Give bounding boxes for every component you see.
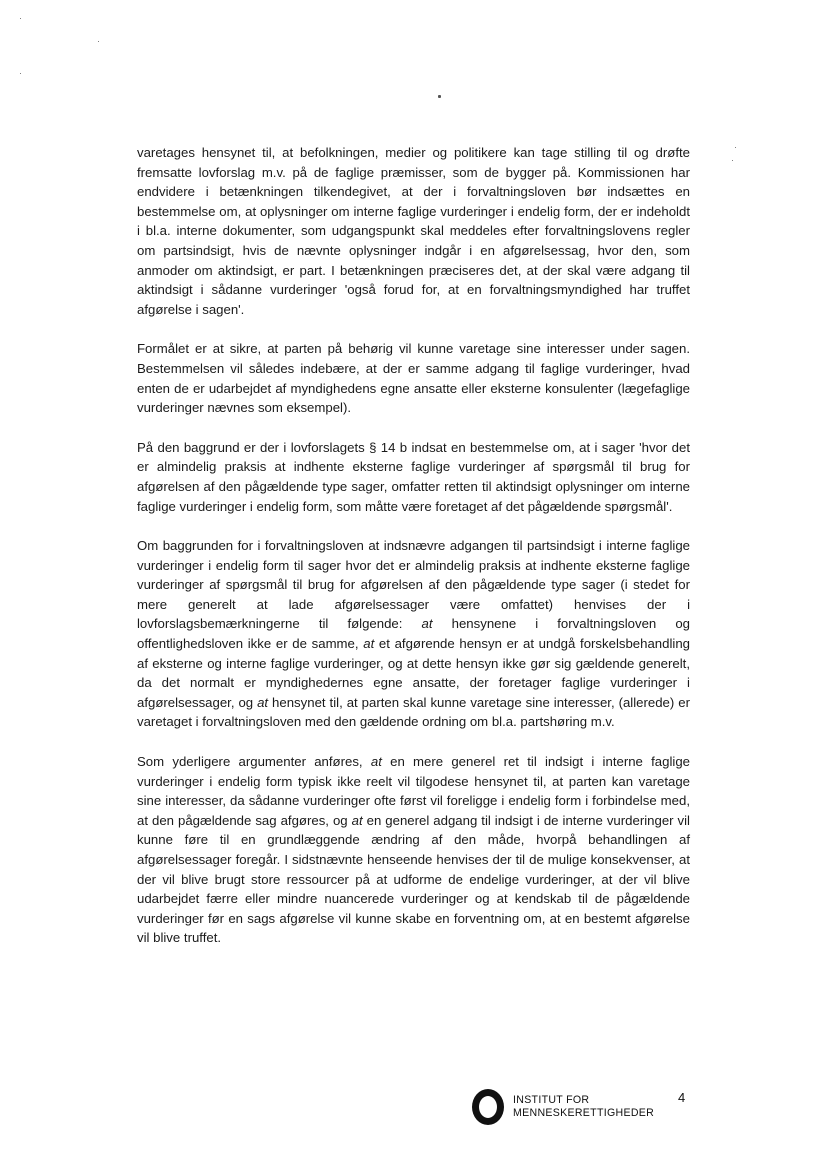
body-paragraph <box>137 143 690 319</box>
body-paragraph <box>137 438 690 516</box>
emphasis-text: at <box>257 694 269 710</box>
body-paragraph <box>137 752 690 948</box>
emphasis-text: at <box>351 812 363 828</box>
scan-speck <box>438 95 441 98</box>
paragraph-text: et afgørende hensyn er at undgå forskelsbehandling af eksterne og interne faglige vurderinger, og at dette hensyn ikke gør sig gældende generelt, da det normalt er myndighedernes egne ansatte, der foretager faglige vurderinger i afgørelsessager, og <box>137 636 691 710</box>
emphasis-text: at <box>370 754 382 770</box>
scan-speck <box>20 18 21 19</box>
page-number: 4 <box>678 1090 686 1105</box>
paragraph-text: en mere generel ret til indsigt i interne faglige vurderinger i endelig form typisk ikke reelt vil tilgodese hensynet til, at parten kan varetage sine interesser, da sådanne vurderinger ofte først vil foreligge i endelig form i forbindelse med, at den pågældende sag afgøres, og <box>137 754 690 828</box>
paragraph-text: Formålet er at sikre, at parten på behørig vil kunne varetage sine interesser under sagen. Bestemmelsen vil således indebære, at der er samme adgang til faglige vurderinger, hvad enten de er udarbejdet af myndighedens egne ansatte eller eksterne konsulenter (lægefaglige vurderinger nævnes som eksempel). <box>137 341 690 416</box>
scan-speck <box>98 41 99 42</box>
institution-logo <box>472 1089 654 1125</box>
body-paragraph <box>137 339 690 417</box>
paragraph-text: Som yderligere argumenter anføres, <box>137 754 371 770</box>
paragraph-text: hensynene i forvaltningsloven og offentlighedsloven ikke er de samme, <box>137 616 690 652</box>
document-body <box>137 143 690 948</box>
paragraph-text: varetages hensynet til, at befolkningen, medier og politikere kan tage stilling til og drøfte fremsatte lovforslag m.v. på de faglige præmisser, som de bygger på. Kommissionen har endvidere i betænkningen tilkendegivet, at der i forvaltningsloven bør indsættes en bestemmelse om, at oplysninger om interne faglige vurderinger i endelig form, der er indeholdt i bl.a. interne dokumenter, som udgangspunkt skal meddeles efter forvaltningslovens regler om partsindsigt, hvis de nævnte oplysninger indgår i en afgørelsessag, hvor den, som anmoder om aktindsigt, er part. I betænkningen præciseres det, at der skal være adgang til aktindsigt i sådanne vurderinger 'også forud for, at en forvaltningsmyndighed har truffet afgørelse i sagen'. <box>137 145 690 317</box>
emphasis-text: at <box>421 616 433 632</box>
scan-speck <box>20 73 21 74</box>
paragraph-text: hensynet til, at parten skal kunne varetage sine interesser, (allerede) er varetaget i forvaltningsloven med den gældende ordning om bl.a. partshøring m.v. <box>137 694 690 730</box>
paragraph-text: Om baggrunden for i forvaltningsloven at indsnævre adgangen til partsindsigt i interne faglige vurderinger i endelig form til sager hvor det er almindelig praksis at indhente eksterne faglige vurderinger af spørgsmål til brug for afgørelsen af den pågældende type sager (i stedet for mere generelt at lade afgørelsessager være omfattet) henvises der i lovforslagsbemærkningerne til følgende: <box>137 538 690 632</box>
scan-speck <box>732 160 733 161</box>
scan-speck <box>735 147 736 148</box>
logo-line-1: INSTITUT FOR <box>513 1094 590 1106</box>
emphasis-text: at <box>363 636 375 652</box>
logo-line-2: MENNESKERETTIGHEDER <box>513 1107 655 1119</box>
body-paragraph <box>137 536 690 732</box>
ring-logo-icon <box>472 1089 504 1125</box>
logo-wordmark <box>513 1094 654 1120</box>
paragraph-text: På den baggrund er der i lovforslagets § 14 b indsat en bestemmelse om, at i sager 'hvor det er almindelig praksis at indhente eksterne faglige vurderinger af spørgsmål til brug for afgørelsen af den pågældende type sager, omfatter retten til aktindsigt oplysninger om interne faglige vurderinger i endelig form, som måtte være foretaget af det pågældende spørgsmål'. <box>137 439 690 514</box>
paragraph-text: en generel adgang til indsigt i de interne vurderinger vil kunne føre til en grundlæggende ændring af den måde, hvorpå behandlingen af afgørelsessager foregår. I sidstnævnte henseende henvises der til de mulige konsekvenser, at der vil blive brugt store ressourcer på at udforme de endelige vurderinger, at der vil blive udarbejdet færre eller mindre nuancerede vurderinger og at kendskab til de pågældende vurderinger før en sags afgørelse vil kunne skabe en forventning om, at en bestemt afgørelse vil blive truffet. <box>137 812 690 946</box>
